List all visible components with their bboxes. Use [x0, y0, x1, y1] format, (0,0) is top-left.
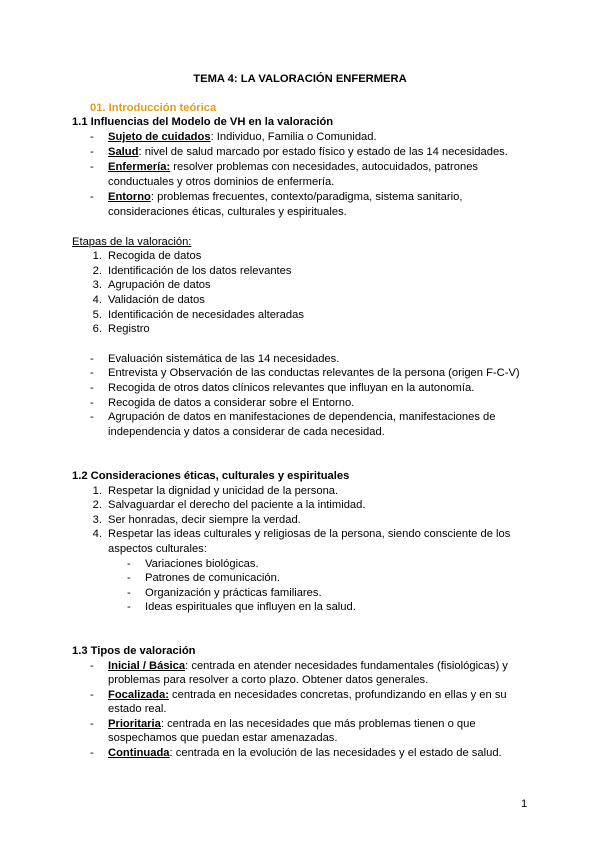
- list-item: Inicial / Básica: centrada en atender necesidades fundamentales (fisiológicas) y: [108, 660, 508, 672]
- item-text: centrada en las necesidades que más problemas tienen o que: [167, 718, 476, 730]
- item-number: 4.: [92, 528, 102, 540]
- list-item: [108, 160, 478, 174]
- item-term: Salud: [108, 146, 139, 158]
- list-item: Salud: nivel de salud marcado por estado físico y estado de las 14 necesidades.: [108, 146, 508, 158]
- step-number: 2.: [92, 265, 102, 277]
- bullet-dash: -: [90, 411, 94, 423]
- bullet-text: Recogida de otros datos clínicos relevantes que influyan en la autonomía.: [108, 382, 475, 394]
- sub-bullet-dash: -: [127, 572, 131, 584]
- step-number: 6.: [92, 323, 102, 335]
- list-item: Continuada: centrada en la evolución de las necesidades y el estado de salud.: [108, 747, 502, 759]
- list-item: Sujeto de cuidados: Individuo, Familia o Comunidad.: [108, 131, 377, 143]
- list-item: Prioritaria: centrada en las necesidades que más problemas tienen o que: [108, 718, 476, 730]
- section-1-2-heading: 1.2 Consideraciones éticas, culturales y espirituales: [72, 470, 350, 482]
- item-text: centrada en necesidades concretas, profundizando en ellas y en su: [172, 689, 507, 701]
- item-text: centrada en atender necesidades fundamentales (fisiológicas) y: [191, 660, 508, 672]
- item-number: 1.: [92, 485, 102, 497]
- item-text-cont: estado real.: [108, 703, 167, 715]
- list-item: [108, 688, 507, 702]
- sub-bullet-dash: -: [127, 601, 131, 613]
- item-text-cont: problemas para resolver a corto plazo. Obtener datos generales.: [108, 674, 429, 686]
- sub-item: Variaciones biológicas.: [145, 558, 259, 570]
- item-term: Continuada: [108, 747, 170, 759]
- item-text: nivel de salud marcado por estado físico y estado de las 14 necesidades.: [144, 146, 508, 158]
- step-text: Identificación de necesidades alteradas: [108, 309, 304, 321]
- step-text: Identificación de los datos relevantes: [108, 265, 292, 277]
- sub-item: Ideas espirituales que influyen en la salud.: [145, 601, 356, 613]
- step-number: 3.: [92, 279, 102, 291]
- list-item: Entorno: problemas frecuentes, contexto/paradigma, sistema sanitario,: [108, 191, 463, 203]
- bullet-dash: -: [90, 353, 94, 365]
- step-number: 1.: [92, 250, 102, 262]
- bullet-dash: -: [90, 367, 94, 379]
- step-text: Validación de datos: [108, 294, 205, 306]
- item-text: Salvaguardar el derecho del paciente a la intimidad.: [108, 499, 366, 511]
- item-text: Individuo, Familia o Comunidad.: [216, 131, 377, 143]
- bullet-dash: -: [90, 191, 94, 203]
- bullet-dash: -: [90, 146, 94, 158]
- step-number: 4.: [92, 294, 102, 306]
- bullet-text: Entrevista y Observación de las conductas relevantes de la persona (origen F-C-V): [108, 367, 520, 379]
- step-text: Recogida de datos: [108, 250, 202, 262]
- item-term: Focalizada:: [108, 689, 169, 701]
- item-number: 3.: [92, 514, 102, 526]
- item-term: Enfermería:: [108, 161, 171, 173]
- bullet-dash: -: [90, 689, 94, 701]
- item-term: Inicial / Básica: [108, 660, 186, 672]
- item-text: problemas frecuentes, contexto/paradigma, sistema sanitario,: [157, 191, 463, 203]
- bullet-dash: -: [90, 718, 94, 730]
- bullet-dash: -: [90, 382, 94, 394]
- bullet-dash: -: [90, 747, 94, 759]
- page-number: 1: [521, 798, 528, 810]
- item-text-cont: conductuales y otros dominios de enfermería.: [108, 176, 335, 188]
- sub-bullet-dash: -: [127, 558, 131, 570]
- item-term: Sujeto de cuidados: [108, 131, 211, 143]
- item-term: Prioritaria: [108, 718, 161, 730]
- item-text: Respetar las ideas culturales y religiosas de la persona, siendo consciente de los: [108, 528, 511, 540]
- intro-heading: 01. Introducción teórica: [90, 102, 217, 114]
- bullet-text: Recogida de datos a considerar sobre el Entorno.: [108, 397, 355, 409]
- item-text-cont: consideraciones éticas, culturales y espirituales.: [108, 206, 347, 218]
- bullet-dash: -: [90, 397, 94, 409]
- item-number: 2.: [92, 499, 102, 511]
- bullet-dash: -: [90, 161, 94, 173]
- bullet-text: Agrupación de datos en manifestaciones de dependencia, manifestaciones de: [108, 411, 496, 423]
- item-text-cont: sospechamos que puedan estar amenazadas.: [108, 732, 338, 744]
- bullet-dash: -: [90, 660, 94, 672]
- item-text: centrada en la evolución de las necesidades y el estado de salud.: [175, 747, 502, 759]
- step-text: Registro: [108, 323, 150, 335]
- step-number: 5.: [92, 309, 102, 321]
- item-text-cont: aspectos culturales:: [108, 543, 207, 555]
- bullet-text: Evaluación sistemática de las 14 necesidades.: [108, 353, 340, 365]
- etapas-heading: Etapas de la valoración:: [72, 236, 192, 248]
- item-text: resolver problemas con necesidades, autocuidados, patrones: [173, 161, 479, 173]
- sub-item: Organización y prácticas familiares.: [145, 587, 322, 599]
- section-1-1-heading: 1.1 Influencias del Modelo de VH en la valoración: [72, 116, 334, 128]
- page-title: TEMA 4: LA VALORACIÓN ENFERMERA: [193, 73, 407, 85]
- step-text: Agrupación de datos: [108, 279, 211, 291]
- item-text: Ser honradas, decir siempre la verdad.: [108, 514, 301, 526]
- sub-bullet-dash: -: [127, 587, 131, 599]
- sub-item: Patrones de comunicación.: [145, 572, 280, 584]
- item-text: Respetar la dignidad y unicidad de la persona.: [108, 485, 339, 497]
- bullet-text-cont: independencia y datos a considerar de cada necesidad.: [108, 426, 385, 438]
- section-1-3-heading: 1.3 Tipos de valoración: [72, 645, 196, 657]
- item-term: Entorno: [108, 191, 151, 203]
- bullet-dash: -: [90, 131, 94, 143]
